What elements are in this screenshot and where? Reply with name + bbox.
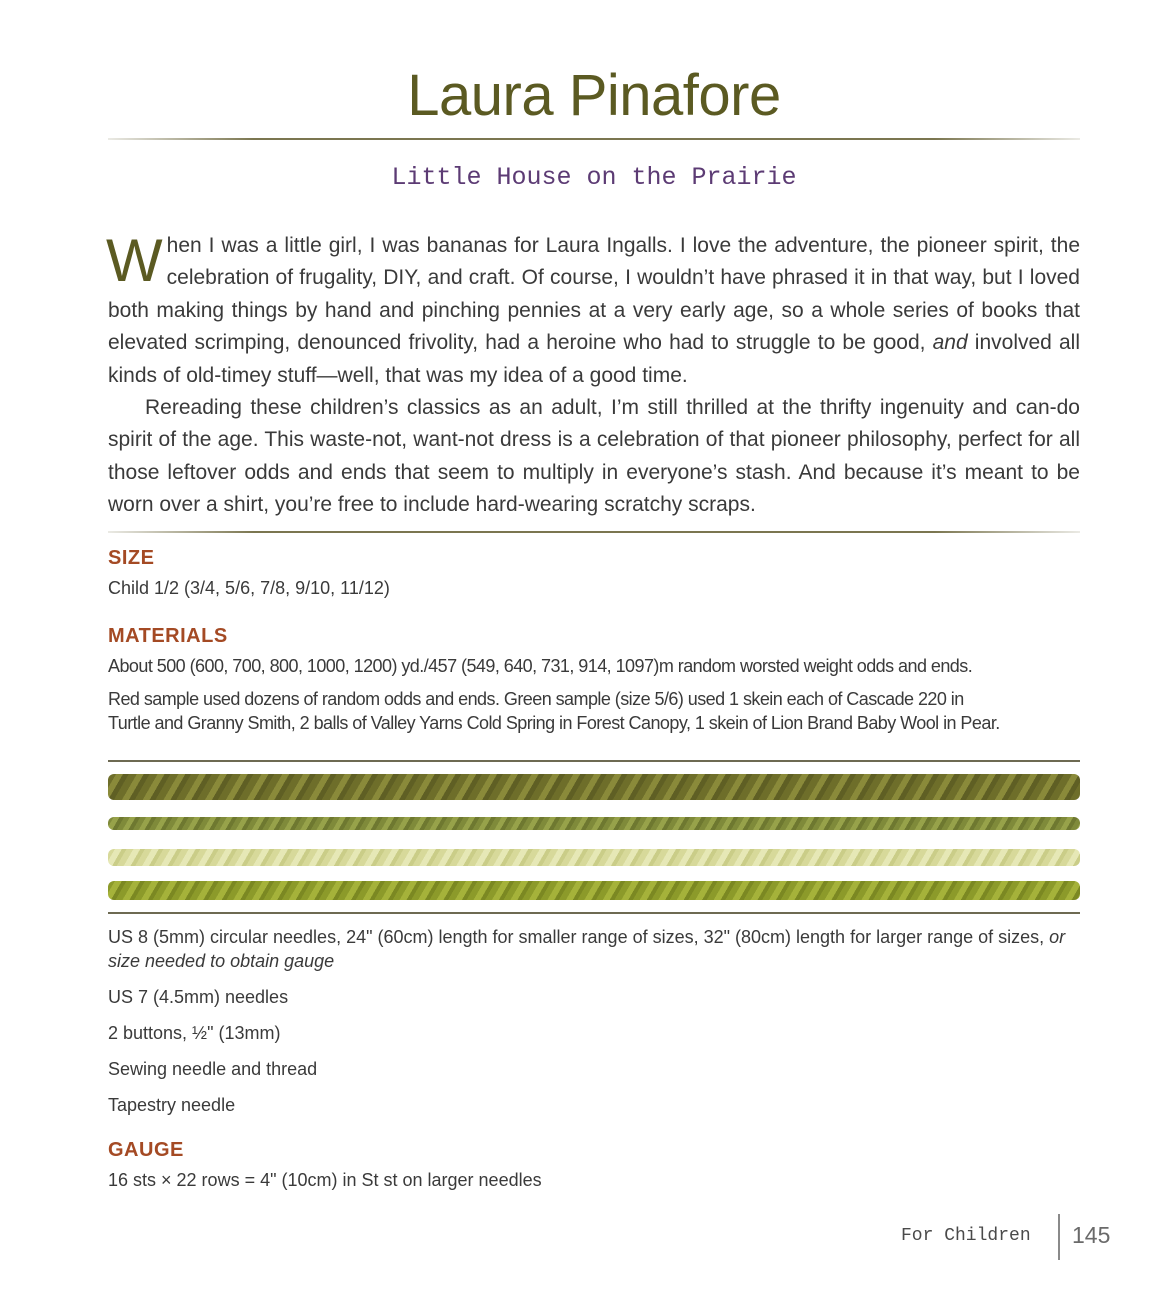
size-section xyxy=(108,547,1080,600)
intro-paragraph-2: Rereading these children’s classics as an adult, I’m still thrilled at the thrifty ingenuity and can-do spirit of the age. This waste-not, want-not dress is a celebration of that pioneer philosophy, perfect for all those leftover odds and ends that seem to multiply in everyone’s stash. And because it’s meant to be worn over a shirt, you’re free to include hard-wearing scratchy scraps. xyxy=(108,396,1080,517)
yarn-strand-chartreuse xyxy=(108,881,1080,900)
gauge-text: 16 sts × 22 rows = 4" (10cm) in St st on larger needles xyxy=(108,1170,542,1190)
drop-cap: W xyxy=(106,227,163,294)
gauge-section xyxy=(108,1139,1080,1192)
title-divider xyxy=(108,138,1080,140)
materials-item: 2 buttons, ½" (13mm) xyxy=(108,1023,281,1043)
size-text: Child 1/2 (3/4, 5/6, 7/8, 9/10, 11/12) xyxy=(108,578,390,598)
yarn-strand-green xyxy=(108,817,1080,830)
materials-item: Tapestry needle xyxy=(108,1095,236,1115)
page-number: 145 xyxy=(1072,1222,1111,1248)
materials-section xyxy=(108,625,1080,735)
page-title: Laura Pinafore xyxy=(407,63,781,128)
intro-divider xyxy=(108,531,1080,533)
needles-text: US 8 (5mm) circular needles, 24" (60cm) length for smaller range of sizes, 32" (80cm) length for larger range of sizes, or size needed to obtain gauge xyxy=(108,927,1066,971)
gauge-heading: GAUGE xyxy=(108,1139,184,1161)
yarn-strand-pale-yellow xyxy=(108,849,1080,866)
materials-samples-line-1: Red sample used dozens of random odds and ends. Green sample (size 5/6) used 1 skein each of Cascade 220 in xyxy=(108,689,964,709)
intro-text xyxy=(106,227,1080,522)
page xyxy=(106,0,1111,1296)
materials-samples-line-2: Turtle and Granny Smith, 2 balls of Valley Yarns Cold Spring in Forest Canopy, 1 skein of Lion Brand Baby Wool in Pear. xyxy=(108,713,1000,733)
materials-list xyxy=(108,925,1080,1117)
materials-item: US 7 (4.5mm) needles xyxy=(108,987,289,1007)
yarn-strand-olive xyxy=(108,774,1080,800)
yarn-samples-photo xyxy=(108,760,1080,914)
size-heading: SIZE xyxy=(108,547,155,569)
intro-paragraph-1: When I was a little girl, I was bananas for Laura Ingalls. I love the adventure, the pioneer spirit, the celebration of frugality, DIY, and craft. Of course, I wouldn’t have phrased it in that way, but I loved both making things by hand and pinching pennies at a very early age, so a whole series of books that elevated scrimping, denounced frivolity, had a heroine who had to struggle to be good, and involved all kinds of old-timey stuff—well, that was my idea of a good time. xyxy=(106,227,1080,387)
materials-yardage: About 500 (600, 700, 800, 1000, 1200) yd./457 (549, 640, 731, 914, 1097)m random worsted weight odds and ends. xyxy=(108,656,973,676)
materials-heading: MATERIALS xyxy=(108,625,228,647)
footer-divider xyxy=(1058,1214,1060,1260)
page-subtitle: Little House on the Prairie xyxy=(391,163,797,192)
materials-item: Sewing needle and thread xyxy=(108,1059,318,1079)
footer-section-label: For Children xyxy=(901,1226,1031,1246)
